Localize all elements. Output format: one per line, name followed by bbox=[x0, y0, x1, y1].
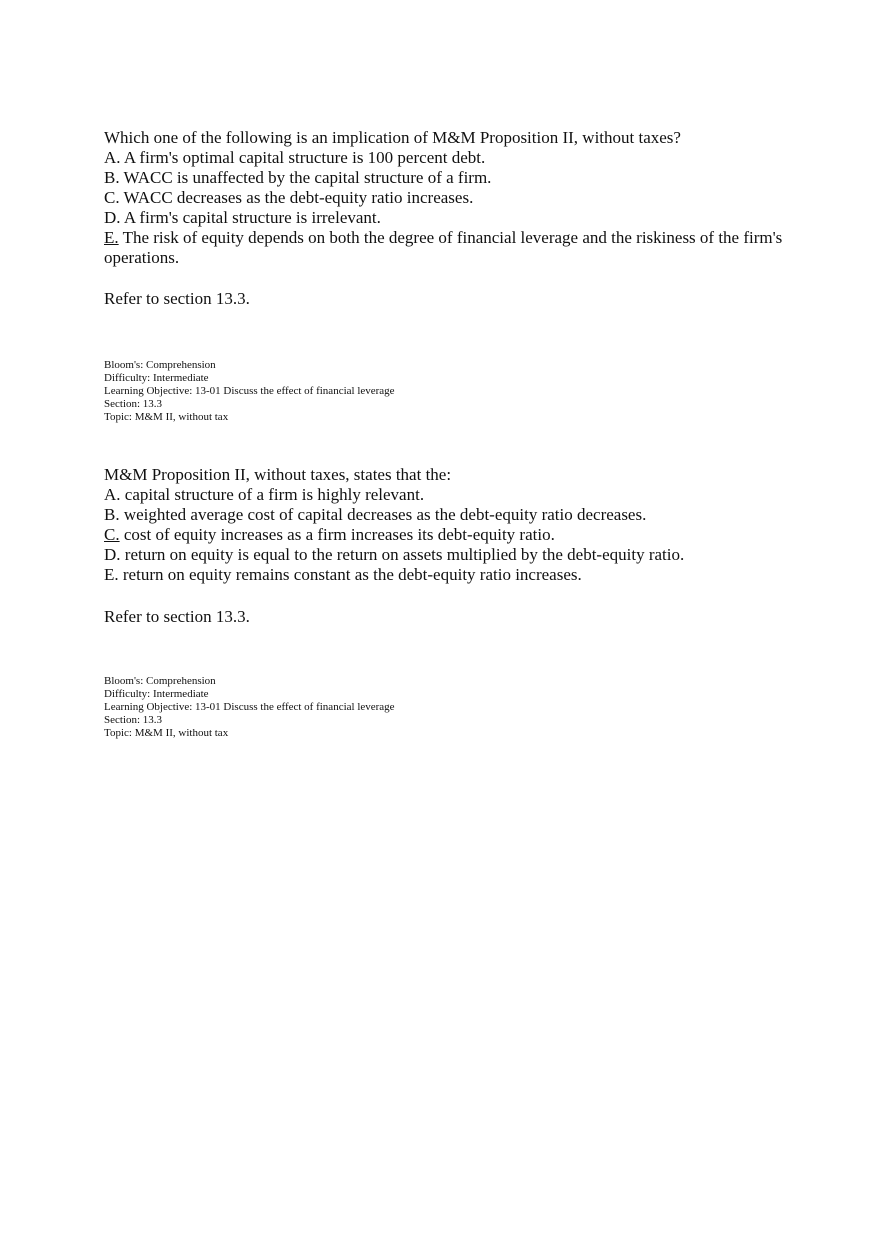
metadata-block bbox=[104, 675, 784, 740]
question-1 bbox=[104, 128, 787, 424]
question-2 bbox=[104, 465, 784, 740]
question-stem: M&M Proposition II, without taxes, states that the: bbox=[104, 465, 452, 484]
option-text: A firm's optimal capital structure is 100 percent debt. bbox=[120, 148, 486, 167]
option-letter: A. bbox=[104, 485, 121, 504]
option-d bbox=[104, 545, 784, 565]
option-text: return on equity is equal to the return on assets multiplied by the debt-equity ratio. bbox=[120, 545, 685, 564]
option-a bbox=[104, 148, 784, 168]
option-e bbox=[104, 228, 787, 268]
option-letter: B. bbox=[104, 168, 120, 187]
option-letter-correct: C. bbox=[104, 525, 120, 544]
option-letter-correct: E. bbox=[104, 228, 119, 247]
option-text: weighted average cost of capital decreases as the debt-equity ratio decreases. bbox=[119, 505, 647, 524]
option-a bbox=[104, 485, 784, 505]
option-text: A firm's capital structure is irrelevant. bbox=[120, 208, 381, 227]
option-text: return on equity remains constant as the debt-equity ratio increases. bbox=[118, 565, 582, 584]
option-text: cost of equity increases as a firm increases its debt-equity ratio. bbox=[119, 525, 555, 544]
option-text: WACC decreases as the debt-equity ratio increases. bbox=[119, 188, 474, 207]
option-text: The risk of equity depends on both the degree of financial leverage and the riskiness of the firm's operations. bbox=[104, 228, 787, 267]
meta-blooms: Bloom's: Comprehension bbox=[104, 675, 216, 687]
meta-topic: Topic: M&M II, without tax bbox=[104, 727, 229, 739]
question-stem: Which one of the following is an implication of M&M Proposition II, without taxes? bbox=[104, 128, 681, 147]
meta-objective: Learning Objective: 13-01 Discuss the effect of financial leverage bbox=[104, 701, 395, 713]
option-e bbox=[104, 565, 784, 585]
option-b bbox=[104, 505, 784, 525]
meta-difficulty: Difficulty: Intermediate bbox=[104, 688, 209, 700]
option-letter: A. bbox=[104, 148, 121, 167]
option-c bbox=[104, 525, 784, 545]
option-letter: E. bbox=[104, 565, 119, 584]
option-b bbox=[104, 168, 784, 188]
option-text: WACC is unaffected by the capital structure of a firm. bbox=[119, 168, 492, 187]
meta-section: Section: 13.3 bbox=[104, 398, 163, 410]
option-text: capital structure of a firm is highly relevant. bbox=[120, 485, 425, 504]
meta-blooms: Bloom's: Comprehension bbox=[104, 359, 216, 371]
option-letter: D. bbox=[104, 545, 121, 564]
meta-topic: Topic: M&M II, without tax bbox=[104, 411, 229, 423]
refer-section: Refer to section 13.3. bbox=[104, 607, 250, 626]
option-letter: B. bbox=[104, 505, 120, 524]
metadata-block bbox=[104, 359, 784, 424]
meta-objective: Learning Objective: 13-01 Discuss the effect of financial leverage bbox=[104, 385, 395, 397]
option-letter: C. bbox=[104, 188, 120, 207]
meta-section: Section: 13.3 bbox=[104, 714, 163, 726]
option-c bbox=[104, 188, 784, 208]
refer-section: Refer to section 13.3. bbox=[104, 289, 250, 308]
meta-difficulty: Difficulty: Intermediate bbox=[104, 372, 209, 384]
option-letter: D. bbox=[104, 208, 121, 227]
option-d bbox=[104, 208, 784, 228]
